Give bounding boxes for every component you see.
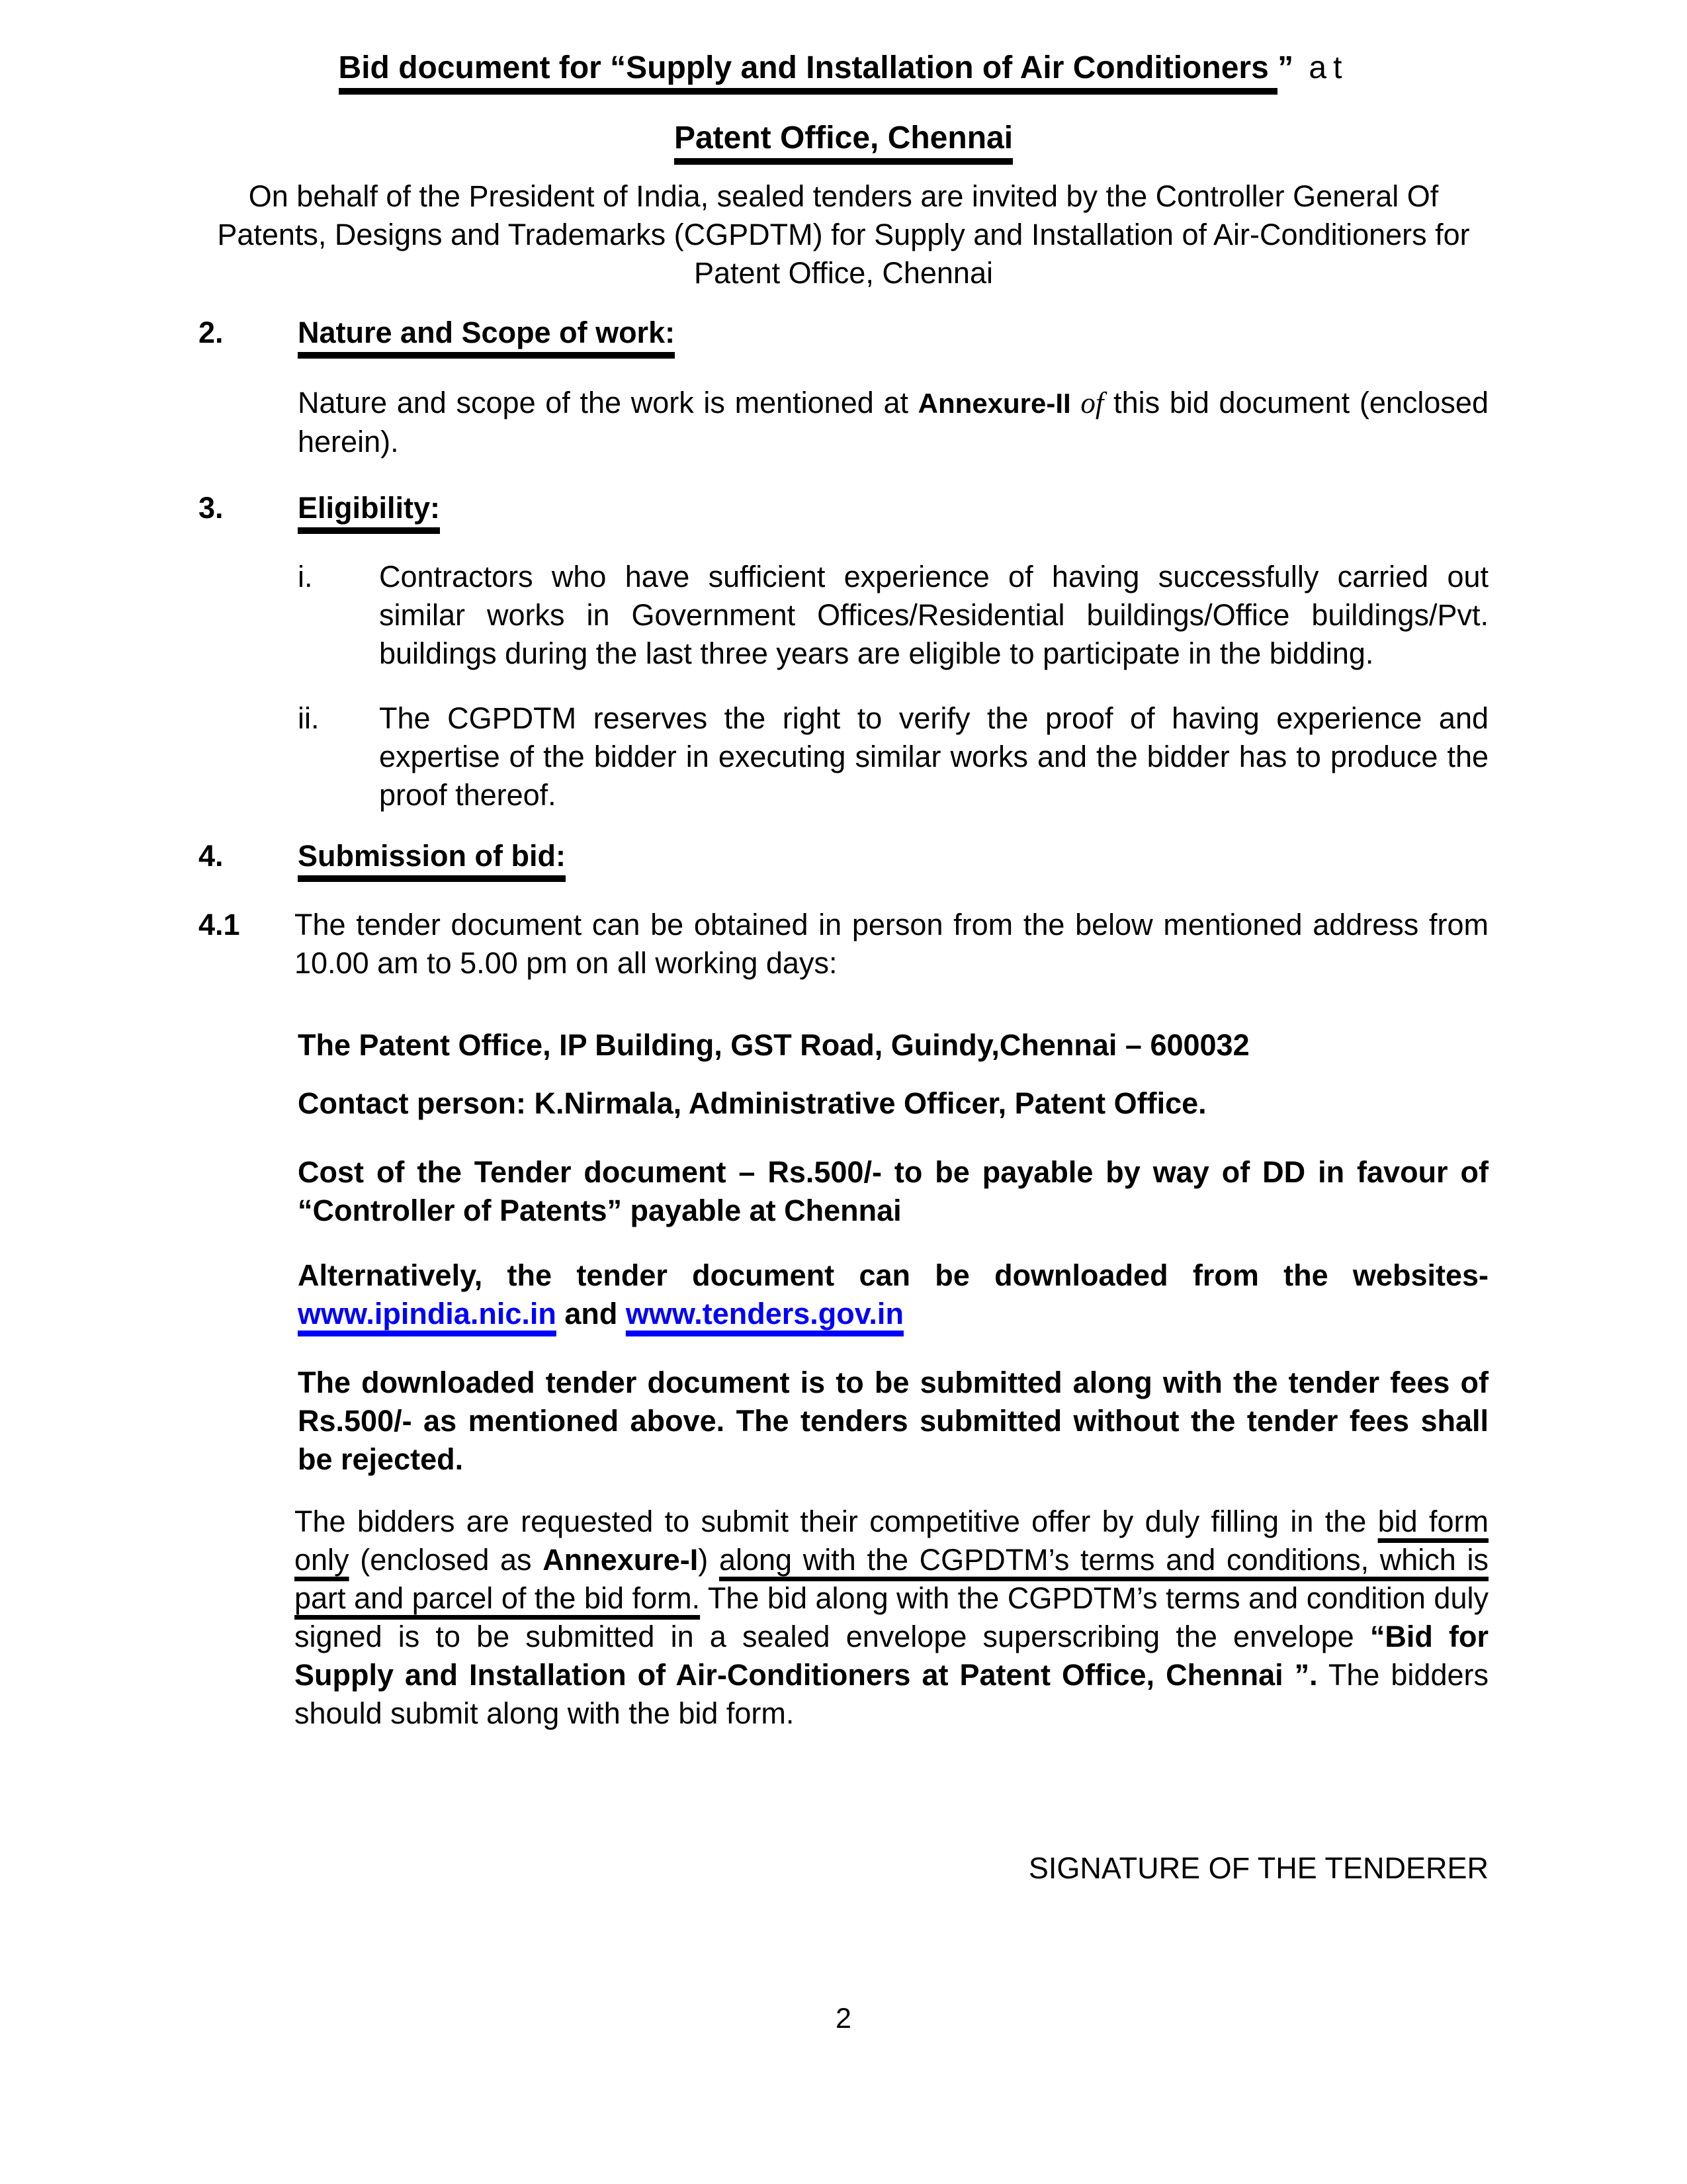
- item-i-numeral: i.: [298, 560, 313, 593]
- scope-paragraph: [298, 384, 1489, 461]
- section-2-heading-row: [198, 314, 1489, 352]
- section-3-heading: [298, 489, 440, 527]
- section-2-heading: [298, 314, 675, 352]
- text-run: The bid along with the CGPDTM’s terms and condition duly signed is to be submitted in a sealed envelope superscribing the envelope: [294, 1581, 1489, 1653]
- download-websites-paragraph: [298, 1256, 1489, 1333]
- section-3-number: 3.: [198, 491, 224, 525]
- link-tenders-gov[interactable]: www.tenders.gov.in: [625, 1297, 904, 1331]
- clause-4-1: [198, 906, 1489, 983]
- text-run: Alternatively, the tender document can be downloaded from the websites-: [298, 1258, 1489, 1292]
- clause-4-1-text: The tender document can be obtained in person from the below mentioned address from 10.00 am to 5.00 pm on all working days:: [294, 908, 1489, 980]
- text-run: of: [1080, 386, 1104, 419]
- title-line2-text: Patent Office, Chennai: [674, 120, 1013, 165]
- annexure-ii-reference: Annexure-II: [918, 388, 1071, 419]
- text-run: The bidders should submit along with the bid form.: [294, 1658, 1489, 1730]
- section-4-heading-text: Submission of bid:: [298, 839, 566, 882]
- text-run: The bidders are requested to submit their competitive offer by duly filling in the: [294, 1505, 1378, 1538]
- document-title-line1: [198, 48, 1489, 89]
- downloaded-tender-paragraph: The downloaded tender document is to be submitted along with the tender fees of Rs.500/- as mentioned above. The tenders submitted without the tender fees shall be rejected.: [298, 1366, 1489, 1476]
- page-content: [198, 0, 1489, 1885]
- text-run: (enclosed as: [349, 1543, 543, 1577]
- signature-of-tenderer: SIGNATURE OF THE TENDERER: [1028, 1851, 1489, 1885]
- document-title-line2: [198, 118, 1489, 159]
- text-run: and: [556, 1297, 626, 1331]
- section-2-heading-text: Nature and Scope of work:: [298, 316, 675, 359]
- tender-cost-paragraph: Cost of the Tender document – Rs.500/- to be payable by way of DD in favour of “Controller of Patents” payable at Chennai: [298, 1155, 1489, 1227]
- link-ipindia[interactable]: www.ipindia.nic.in: [298, 1297, 556, 1331]
- title-underlined-text: Bid document for “Supply and Installation of Air Conditioners: [339, 50, 1278, 95]
- bidders-instructions-paragraph: [294, 1503, 1489, 1733]
- section-3-heading-row: [198, 489, 1489, 527]
- intro-paragraph: On behalf of the President of India, sealed tenders are invited by the Controller General Of Patents, Designs and Trademarks (CGPDTM) for Supply and Installation of Air-Conditioners for Patent Office, Chennai: [217, 179, 1470, 290]
- section-4-number: 4.: [198, 839, 224, 873]
- eligibility-item-i: [298, 558, 1489, 673]
- text-run: [1071, 386, 1081, 419]
- title-at-suffix: at: [1293, 50, 1349, 85]
- contact-person: Contact person: K.Nirmala, Administrative Officer, Patent Office.: [298, 1086, 1207, 1120]
- text-run: along with the CGPDTM’s terms and conditions, which is part and parcel of the bid form.: [294, 1543, 1489, 1615]
- section-4-heading: [298, 837, 566, 875]
- clause-4-1-number: 4.1: [198, 908, 240, 941]
- text-run: ): [698, 1543, 719, 1577]
- text-run: bid form only: [294, 1505, 1489, 1577]
- item-ii-numeral: ii.: [298, 701, 320, 735]
- section-3-heading-text: Eligibility:: [298, 491, 440, 534]
- text-run: this bid document (enclosed herein).: [298, 386, 1489, 459]
- item-i-text: Contractors who have sufficient experience of having successfully carried out similar works in Government Offices/Residential buildings/Office buildings/Pvt. buildings during the last three years are eligible to participate in the bidding.: [379, 560, 1489, 670]
- text-run: “Bid for Supply and Installation of Air-Conditioners at Patent Office, Chennai ”.: [294, 1620, 1489, 1692]
- title-closing-quote: ”: [1277, 50, 1294, 85]
- annexure-i-reference: Annexure-I: [542, 1543, 699, 1577]
- section-2-number: 2.: [198, 316, 224, 349]
- page-number: 2: [836, 2003, 851, 2034]
- section-4-heading-row: [198, 837, 1489, 875]
- office-address: The Patent Office, IP Building, GST Road, Guindy,Chennai – 600032: [298, 1028, 1250, 1062]
- text-run: Nature and scope of the work is mentioned at: [298, 386, 918, 419]
- item-ii-text: The CGPDTM reserves the right to verify the proof of having experience and expertise of the bidder in executing similar works and the bidder has to produce the proof thereof.: [379, 701, 1489, 812]
- eligibility-item-ii: [298, 699, 1489, 814]
